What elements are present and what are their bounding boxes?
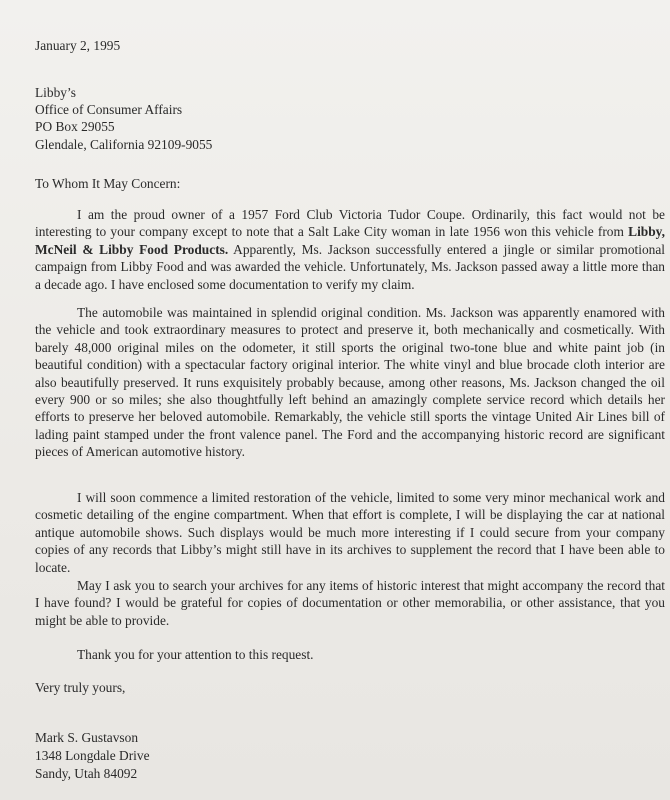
recipient-line-2: Office of Consumer Affairs	[35, 102, 183, 118]
sender-street: 1348 Longdale Drive	[35, 748, 150, 763]
sender-address	[35, 729, 150, 783]
recipient-address	[35, 84, 212, 153]
closing: Very truly yours,	[35, 680, 126, 695]
paragraph-1-part-2: Apparently, Ms. Jackson successfully entered a jingle or similar promotional campaign from Libby Food and was awarded the vehicle. Unfortunately, Ms. Jackson passed away a little more than a decade ago. I have enclosed some documentation to verify my claim.	[35, 241, 666, 292]
salutation: To Whom It May Concern:	[35, 176, 181, 191]
paragraph-1	[35, 206, 665, 293]
recipient-line-3: PO Box 29055	[35, 119, 115, 135]
sender-name: Mark S. Gustavson	[35, 730, 139, 745]
recipient-line-1: Libby’s	[35, 85, 76, 100]
letter-date: January 2, 1995	[35, 38, 121, 53]
company-name-bold: Libby, McNeil & Libby Food Products.	[35, 224, 665, 257]
paragraph-3: I will soon commence a limited restoration of the vehicle, limited to some very minor mechanical work and cosmetic detailing of the engine compartment. When that effort is complete, I will be displaying the car at national antique automobile shows. Such displays would be much more interesting if I could secure from your company copies of any records that Libby’s might still have in its archives to supplement the record that I have been able to locate.	[35, 490, 665, 575]
thanks-line: Thank you for your attention to this request.	[77, 647, 314, 662]
paragraph-2: The automobile was maintained in splendid original condition. Ms. Jackson was apparently enamored with the vehicle and took extraordinary measures to protect and preserve it, both mechanically and cosmetically. With barely 48,000 original miles on the odometer, it still sports the original two-tone blue and white paint job (in beautiful condition) with a spectacular factory original interior. The white vinyl and blue brocade cloth interior are also beautifully preserved. It runs exquisitely probably because, among other reasons, Ms. Jackson changed the oil every 900 or so miles; she also thoughtfully left behind an amazingly complete service record which details her efforts to preserve her beloved automobile. Remarkably, the vehicle still sports the vintage United Air Lines bill of lading paint stamped under the front valence panel. The Ford and the accompanying historic record are significant pieces of American automotive history.	[35, 305, 665, 460]
paragraph-4: May I ask you to search your archives for any items of historic interest that might accompany the record that I have found? I would be grateful for copies of documentation or other memorabilia, or other assistance, that you might be able to provide.	[35, 578, 665, 628]
paragraph-1-part-1: I am the proud owner of a 1957 Ford Club Victoria Tudor Coupe. Ordinarily, this fact would not be interesting to your company except to note that a Salt Lake City woman in late 1956 won this vehicle from	[35, 207, 665, 240]
sender-city: Sandy, Utah 84092	[35, 766, 138, 781]
recipient-line-4: Glendale, California 92109-9055	[35, 136, 213, 152]
